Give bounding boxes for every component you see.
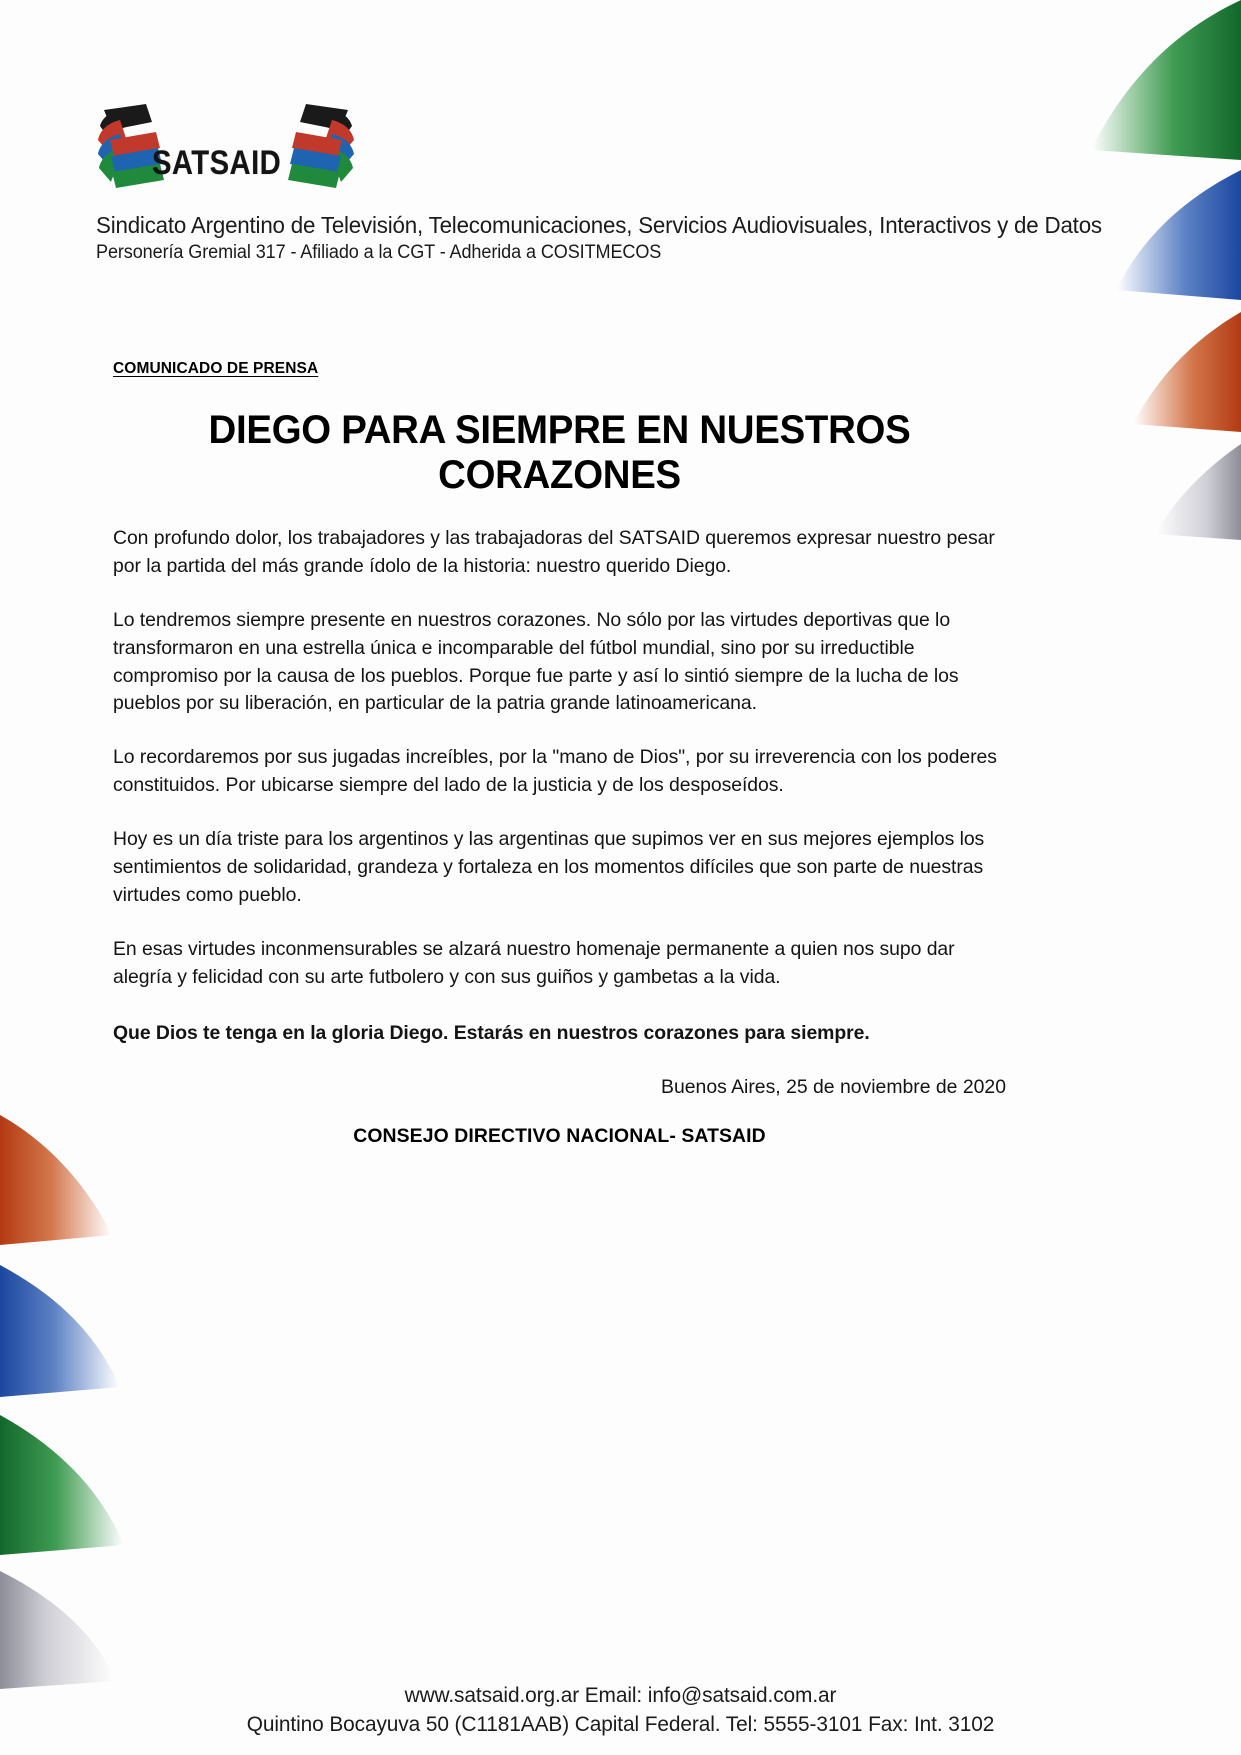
decorative-ribbon-bottom-left xyxy=(0,1115,230,1755)
satsaid-logo xyxy=(96,96,356,196)
place-and-date: Buenos Aires, 25 de noviembre de 2020 xyxy=(661,1075,1006,1098)
closing-statement: Que Dios te tenga en la gloria Diego. Estarás en nuestros corazones para siempre. xyxy=(113,1021,870,1044)
page-title: DIEGO PARA SIEMPRE EN NUESTROS CORAZONES xyxy=(208,408,911,497)
paragraph: Lo tendremos siempre presente en nuestros corazones. No sólo por las virtudes deportivas que lo transformaron en una estrella única e incomparable del fútbol mundial, sino por su irreductible compromiso por la causa de los pueblos. Porque fue parte y así lo sintió siempre de la lucha de los pueblos por su liberación, en particular de la patria grande latinoamericana. xyxy=(113,608,959,715)
logo-wordmark: SATSAID xyxy=(152,144,282,182)
signature-block: CONSEJO DIRECTIVO NACIONAL- SATSAID xyxy=(353,1124,766,1147)
paragraph: Hoy es un día triste para los argentinos y las argentinas que supimos ver en sus mejores ejemplos los sentimientos de solidaridad, grandeza y fortaleza en los momentos difíciles que son parte de nuestras virtudes como pueblo. xyxy=(113,828,985,907)
press-release-body xyxy=(113,360,1006,1148)
paragraph: Con profundo dolor, los trabajadores y las trabajadoras del SATSAID queremos expresar nuestro pesar por la partida del más grande ídolo de la historia: nuestro querido Diego. xyxy=(113,526,995,577)
page-footer xyxy=(0,1683,1241,1737)
letterhead xyxy=(96,96,1102,264)
paragraph: En esas virtudes inconmensurables se alzará nuestro homenaje permanente a quien nos supo dar alegría y felicidad con su arte futbolero y con sus guiños y gambetas a la vida. xyxy=(113,938,955,989)
organization-registration-line: Personería Gremial 317 - Afiliado a la CGT - Adherida a COSITMECOS xyxy=(96,242,662,263)
footer-address-line: Quintino Bocayuva 50 (C1181AAB) Capital Federal. Tel: 5555-3101 Fax: Int. 3102 xyxy=(246,1712,995,1736)
kicker-label: COMUNICADO DE PRENSA xyxy=(113,360,319,377)
footer-contact-line: www.satsaid.org.ar Email: info@satsaid.com.ar xyxy=(404,1683,837,1707)
paragraph: Lo recordaremos por sus jugadas increíbles, por la "mano de Dios", por su irreverencia con los poderes constituidos. Por ubicarse siempre del lado de la justicia y de los desposeídos. xyxy=(113,746,997,797)
organization-full-name: Sindicato Argentino de Televisión, Telecomunicaciones, Servicios Audiovisuales, Interactivos y de Datos xyxy=(96,212,1102,238)
